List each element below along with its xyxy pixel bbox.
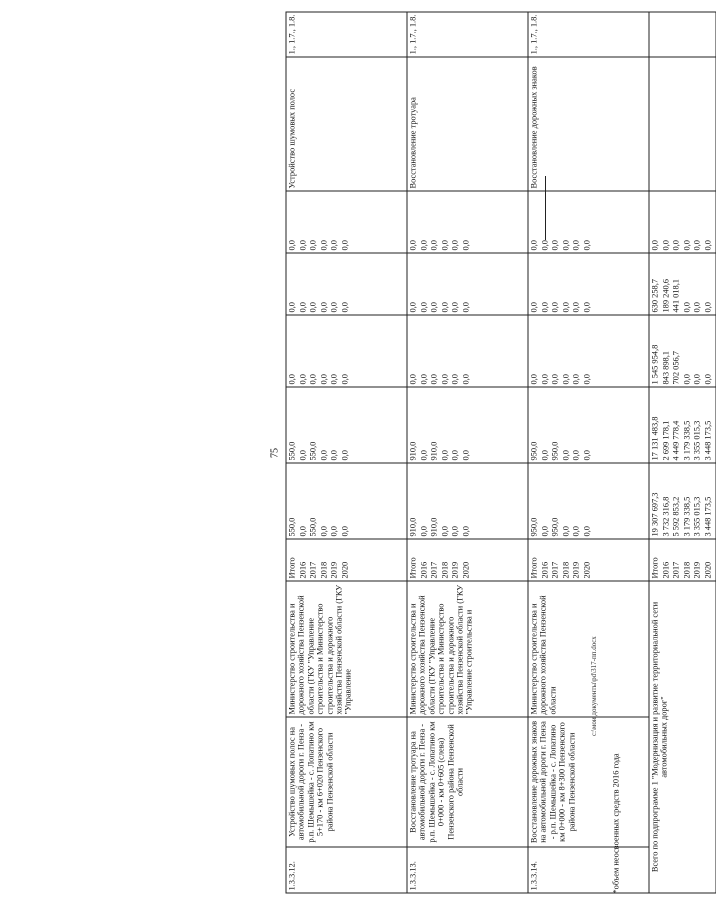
year-list-value: Итого xyxy=(408,556,417,578)
expected-result: Восстановление дорожных знаков xyxy=(528,57,649,191)
expected-result: Устройство шумовых полос xyxy=(286,57,407,191)
funding-c1 xyxy=(407,463,528,539)
funding-c2-value: 0,0 xyxy=(339,449,349,460)
funding-c1-value: 950,0 xyxy=(550,517,560,536)
funding-c2-value: 0,0 xyxy=(581,449,591,460)
funding-c3-value: 0,0 xyxy=(460,373,470,384)
program-table xyxy=(285,11,716,893)
funding-c3 xyxy=(528,315,649,387)
total-c2-value: 2 699 178,1 xyxy=(660,420,670,460)
funding-c2-value: 0,0 xyxy=(318,449,328,460)
empty-cell xyxy=(649,57,716,191)
total-c4-value: 0,0 xyxy=(681,301,691,312)
table-row xyxy=(528,12,649,893)
funding-c2-value: 0,0 xyxy=(450,449,460,460)
total-row xyxy=(649,12,716,893)
funding-c3-value: 0,0 xyxy=(450,373,460,384)
funding-c2-value: 0,0 xyxy=(571,449,581,460)
funding-c2-value: 550,0 xyxy=(287,441,296,460)
total-c1-value: 19 307 697,3 xyxy=(650,492,659,536)
funding-c5-value: 0,0 xyxy=(581,239,591,250)
total-c2 xyxy=(649,387,716,463)
funding-c3-value: 0,0 xyxy=(408,373,417,384)
funding-c4-value: 0,0 xyxy=(297,301,307,312)
funding-c3-value: 0,0 xyxy=(297,373,307,384)
funding-c4-value: 0,0 xyxy=(408,301,417,312)
funding-c3-value: 0,0 xyxy=(308,373,318,384)
year-list-value: 2018 xyxy=(560,561,570,578)
funding-c1-value: 910,0 xyxy=(408,517,417,536)
total-c3-value: 1 545 954,8 xyxy=(650,344,659,384)
total-c4-value: 189 240,6 xyxy=(660,278,670,312)
total-year-list-value: 2019 xyxy=(692,561,702,578)
indicator-ref: 1., 1.7., 1.8. xyxy=(528,12,649,57)
total-c5-value: 0,0 xyxy=(681,239,691,250)
year-list-value: 2016 xyxy=(418,561,428,578)
funding-c4-value: 0,0 xyxy=(560,301,570,312)
funding-c3 xyxy=(286,315,407,387)
funding-c2-value: 0,0 xyxy=(460,449,470,460)
year-list-value: 2018 xyxy=(318,561,328,578)
funding-c1-value: 550,0 xyxy=(308,517,318,536)
row-number: 1.3.3.14. xyxy=(528,847,649,893)
total-year-list xyxy=(649,539,716,581)
footnote: *объем неосвоенных средств 2016 года xyxy=(611,752,620,893)
executor: Министерство строительства и дорожного хозяйства Пензенской области xyxy=(528,581,649,717)
total-year-list-value: 2018 xyxy=(681,561,691,578)
funding-c1-value: 0,0 xyxy=(318,525,328,536)
funding-c4-value: 0,0 xyxy=(529,301,538,312)
funding-c2-value: 0,0 xyxy=(329,449,339,460)
funding-c4-value: 0,0 xyxy=(550,301,560,312)
funding-c2-value: 910,0 xyxy=(408,441,417,460)
funding-c3-value: 0,0 xyxy=(439,373,449,384)
year-list-value: 2019 xyxy=(329,561,339,578)
funding-c4 xyxy=(286,253,407,315)
total-year-list-value: Итого xyxy=(650,556,659,578)
funding-c4-value: 0,0 xyxy=(429,301,439,312)
funding-c4-value: 0,0 xyxy=(439,301,449,312)
funding-c1-value: 0,0 xyxy=(539,525,549,536)
funding-c5-value: 0,0 xyxy=(529,239,538,250)
funding-c1-value: 0,0 xyxy=(571,525,581,536)
funding-c3-value: 0,0 xyxy=(571,373,581,384)
funding-c5-value: 0,0 xyxy=(429,239,439,250)
funding-c3-value: 0,0 xyxy=(339,373,349,384)
funding-c3-value: 0,0 xyxy=(287,373,296,384)
total-c3-value: 843 898,1 xyxy=(660,350,670,384)
funding-c5-value: 0,0 xyxy=(339,239,349,250)
funding-c3-value: 0,0 xyxy=(429,373,439,384)
total-c3 xyxy=(649,315,716,387)
funding-c3-value: 0,0 xyxy=(318,373,328,384)
funding-c5-value: 0,0 xyxy=(408,239,417,250)
total-c3-value: 0,0 xyxy=(681,373,691,384)
funding-c1-value: 0,0 xyxy=(460,525,470,536)
empty-cell xyxy=(649,12,716,57)
funding-c2 xyxy=(286,387,407,463)
year-list-value: 2017 xyxy=(550,561,560,578)
funding-c2-value: 950,0 xyxy=(529,441,538,460)
total-c2-value: 17 131 483,8 xyxy=(650,416,659,460)
funding-c5-value: 0,0 xyxy=(450,239,460,250)
funding-c4-value: 0,0 xyxy=(539,301,549,312)
funding-c5-value: 0,0 xyxy=(297,239,307,250)
measure-name: Восстановление тротуара на автомобильной дороги г. Пенза - р.п. Шемышейка - с. Лопатино км 0+000 - км 0+605 (слева) Пензенского района Пензенской области xyxy=(407,717,528,847)
funding-c5-value: 0,0 xyxy=(308,239,318,250)
funding-c5-value: 0,0 xyxy=(550,239,560,250)
funding-c1 xyxy=(286,463,407,539)
funding-c4-value: 0,0 xyxy=(450,301,460,312)
total-year-list-value: 2020 xyxy=(702,561,712,578)
total-year-list-value: 2017 xyxy=(671,561,681,578)
total-c5-value: 0,0 xyxy=(650,239,659,250)
total-label: Всего по подпрограмме 1 "Модернизация и развитие территориальной сети автомобильных дорог" xyxy=(649,581,716,893)
funding-c5 xyxy=(407,191,528,253)
funding-c2 xyxy=(528,387,649,463)
funding-c1-value: 0,0 xyxy=(581,525,591,536)
funding-c1-value: 0,0 xyxy=(418,525,428,536)
funding-c4-value: 0,0 xyxy=(581,301,591,312)
measure-name: Устройство шумовых полос на автомобильной дороги г. Пенза - р.п. Шемышейка - с. Лопатино км 5+170 - км 6+020 Пензенского района Пензенской области xyxy=(286,717,407,847)
funding-c3-value: 0,0 xyxy=(581,373,591,384)
total-c1-value: 3 448 173,5 xyxy=(702,496,712,536)
year-list-value: 2020 xyxy=(581,561,591,578)
funding-c2-value: 0,0 xyxy=(539,449,549,460)
year-list-value: 2017 xyxy=(429,561,439,578)
funding-c5-value: 0,0 xyxy=(287,239,296,250)
total-c1-value: 3 732 316,8 xyxy=(660,496,670,536)
total-c3-value: 702 056,7 xyxy=(671,350,681,384)
total-c3-value: 0,0 xyxy=(692,373,702,384)
year-list-value: 2020 xyxy=(460,561,470,578)
funding-c2-value: 910,0 xyxy=(429,441,439,460)
funding-c3-value: 0,0 xyxy=(418,373,428,384)
year-list xyxy=(528,539,649,581)
funding-c4-value: 0,0 xyxy=(329,301,339,312)
funding-c5-value: 0,0 xyxy=(418,239,428,250)
funding-c4-value: 0,0 xyxy=(460,301,470,312)
funding-c4-value: 0,0 xyxy=(571,301,581,312)
funding-c4-value: 0,0 xyxy=(308,301,318,312)
measure-name: Восстановление дорожных знаков на автомобильной дороги г. Пенза - р.п. Шемышейка - с. Лопатино км 0+000 - км 8+300 Пензенского района Пензенской области xyxy=(528,717,649,847)
total-c4-value: 0,0 xyxy=(692,301,702,312)
funding-c3 xyxy=(407,315,528,387)
total-c5-value: 0,0 xyxy=(671,239,681,250)
funding-c5-value: 0,0 xyxy=(560,239,570,250)
row-number: 1.3.3.12. xyxy=(286,847,407,893)
year-list-value: Итого xyxy=(287,556,296,578)
funding-c4-value: 0,0 xyxy=(339,301,349,312)
funding-c2-value: 0,0 xyxy=(297,449,307,460)
year-list-value: 2020 xyxy=(339,561,349,578)
funding-c1-value: 950,0 xyxy=(529,517,538,536)
total-c5-value: 0,0 xyxy=(702,239,712,250)
funding-c3-value: 0,0 xyxy=(539,373,549,384)
rotated-page xyxy=(267,0,712,905)
funding-c4 xyxy=(528,253,649,315)
year-list-value: 2018 xyxy=(439,561,449,578)
funding-c3-value: 0,0 xyxy=(550,373,560,384)
funding-c1-value: 550,0 xyxy=(287,517,296,536)
row-number: 1.3.3.13. xyxy=(407,847,528,893)
funding-c1-value: 0,0 xyxy=(297,525,307,536)
expected-result: Восстановление тротуара xyxy=(407,57,528,191)
table-row xyxy=(407,12,528,893)
funding-c2-value: 0,0 xyxy=(560,449,570,460)
funding-c5-value: 0,0 xyxy=(539,239,549,250)
funding-c4-value: 0,0 xyxy=(318,301,328,312)
executor: Министерство строительства и дорожного хозяйства Пензенской области (ГКУ "Управление строительства и Министерство строительства и дорожного хозяйства Пензенской области (ГКУ "Управление xyxy=(286,581,407,717)
year-list-value: 2016 xyxy=(539,561,549,578)
total-c5 xyxy=(649,191,716,253)
total-c5-value: 0,0 xyxy=(660,239,670,250)
funding-c3-value: 0,0 xyxy=(529,373,538,384)
funding-c5-value: 0,0 xyxy=(439,239,449,250)
year-list-value: 2017 xyxy=(308,561,318,578)
total-c1 xyxy=(649,463,716,539)
table-row xyxy=(286,12,407,893)
funding-c1-value: 0,0 xyxy=(560,525,570,536)
indicator-ref: 1., 1.7., 1.8. xyxy=(286,12,407,57)
file-path: c:\мои документы\pd\317-пп.docx xyxy=(590,636,598,736)
funding-c1-value: 0,0 xyxy=(450,525,460,536)
funding-c5-value: 0,0 xyxy=(329,239,339,250)
funding-c2-value: 0,0 xyxy=(418,449,428,460)
funding-c1-value: 0,0 xyxy=(439,525,449,536)
funding-c5 xyxy=(286,191,407,253)
funding-c1-value: 910,0 xyxy=(429,517,439,536)
funding-c3-value: 0,0 xyxy=(560,373,570,384)
year-list xyxy=(286,539,407,581)
funding-c2 xyxy=(407,387,528,463)
total-c2-value: 4 449 778,4 xyxy=(671,420,681,460)
total-c2-value: 3 448 173,5 xyxy=(702,420,712,460)
funding-c1-value: 0,0 xyxy=(329,525,339,536)
funding-c5-value: 0,0 xyxy=(571,239,581,250)
funding-c2-value: 0,0 xyxy=(439,449,449,460)
signature-line xyxy=(545,176,546,240)
funding-c1 xyxy=(528,463,649,539)
funding-c4-value: 0,0 xyxy=(418,301,428,312)
executor: Министерство строительства и дорожного хозяйства Пензенской области (ГКУ "Управление строительства и Министерство строительства и дорожного хозяйства Пензенской области (ГКУ "Управление строительства и xyxy=(407,581,528,717)
total-c1-value: 3 355 015,3 xyxy=(692,496,702,536)
total-c4-value: 441 018,1 xyxy=(671,278,681,312)
total-c4-value: 630 258,7 xyxy=(650,278,659,312)
total-c4-value: 0,0 xyxy=(702,301,712,312)
total-c1-value: 3 179 338,5 xyxy=(681,496,691,536)
indicator-ref: 1., 1.7., 1.8. xyxy=(407,12,528,57)
year-list-value: Итого xyxy=(529,556,538,578)
year-list-value: 2019 xyxy=(450,561,460,578)
funding-c5-value: 0,0 xyxy=(318,239,328,250)
funding-c2-value: 950,0 xyxy=(550,441,560,460)
total-c4 xyxy=(649,253,716,315)
total-c1-value: 5 592 853,2 xyxy=(671,496,681,536)
funding-c4 xyxy=(407,253,528,315)
funding-c4-value: 0,0 xyxy=(287,301,296,312)
total-c2-value: 3 179 338,5 xyxy=(681,420,691,460)
funding-c5-value: 0,0 xyxy=(460,239,470,250)
year-list-value: 2016 xyxy=(297,561,307,578)
funding-c2-value: 550,0 xyxy=(308,441,318,460)
year-list-value: 2019 xyxy=(571,561,581,578)
funding-c1-value: 0,0 xyxy=(339,525,349,536)
total-year-list-value: 2016 xyxy=(660,561,670,578)
year-list xyxy=(407,539,528,581)
page-number: 75 xyxy=(269,447,280,458)
total-c2-value: 3 355 015,3 xyxy=(692,420,702,460)
funding-c3-value: 0,0 xyxy=(329,373,339,384)
total-c5-value: 0,0 xyxy=(692,239,702,250)
total-c3-value: 0,0 xyxy=(702,373,712,384)
